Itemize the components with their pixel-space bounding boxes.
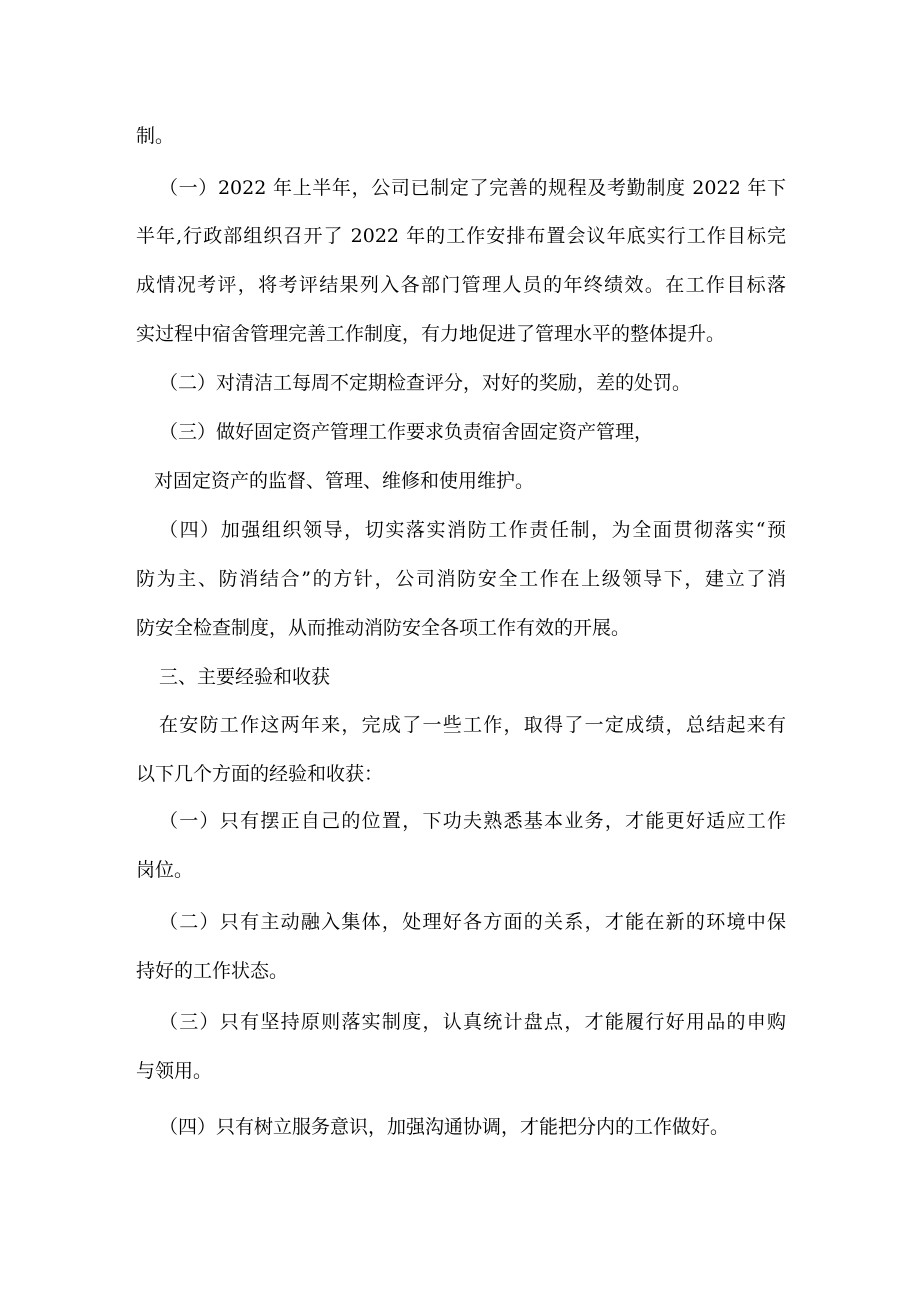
text-line: 成情况考评，将考评结果列入各部门管理人员的年终绩效。在工作目标落	[136, 274, 786, 296]
text-line: 与领用。	[136, 1060, 213, 1082]
text-line: 持好的工作状态。	[136, 960, 289, 982]
text-line: （一）只有摆正自己的位置，下功夫熟悉基本业务，才能更好适应工作	[159, 810, 786, 832]
text-line: （二）对清洁工每周不定期检查评分，对好的奖励，差的处罚。	[159, 372, 692, 394]
text-line: 在安防工作这两年来，完成了一些工作，取得了一定成绩，总结起来有	[159, 714, 786, 736]
text-line: （三）只有坚持原则落实制度，认真统计盘点，才能履行好用品的申购	[159, 1011, 786, 1033]
text-line: 制。	[136, 125, 175, 147]
text-line: 防为主、防消结合”的方针，公司消防安全工作在上级领导下，建立了消	[136, 568, 786, 590]
text-line: （四）加强组织领导，切实落实消防工作责任制，为全面贯彻落实“预	[159, 519, 786, 541]
text-line: 半年,行政部组织召开了 2022 年的工作安排布置会议年底实行工作目标完	[136, 225, 786, 247]
section-heading: 三、主要经验和收获	[159, 666, 331, 688]
text-line: 对固定资产的监督、管理、维修和使用维护。	[154, 470, 535, 492]
text-line: （二）只有主动融入集体，处理好各方面的关系，才能在新的环境中保	[159, 911, 786, 933]
text-line: 防安全检查制度，从而推动消防安全各项工作有效的开展。	[136, 617, 631, 639]
text-line: 岗位。	[136, 859, 194, 881]
text-line: （一）2022 年上半年，公司已制定了完善的规程及考勤制度 2022 年下	[159, 177, 786, 199]
text-line: 实过程中宿舍管理完善工作制度，有力地促进了管理水平的整体提升。	[136, 323, 726, 345]
text-line: （三）做好固定资产管理工作要求负责宿舍固定资产管理，	[159, 421, 654, 443]
text-line: 以下几个方面的经验和收获：	[136, 763, 384, 785]
text-line: （四）只有树立服务意识，加强沟通协调，才能把分内的工作做好。	[159, 1116, 730, 1138]
